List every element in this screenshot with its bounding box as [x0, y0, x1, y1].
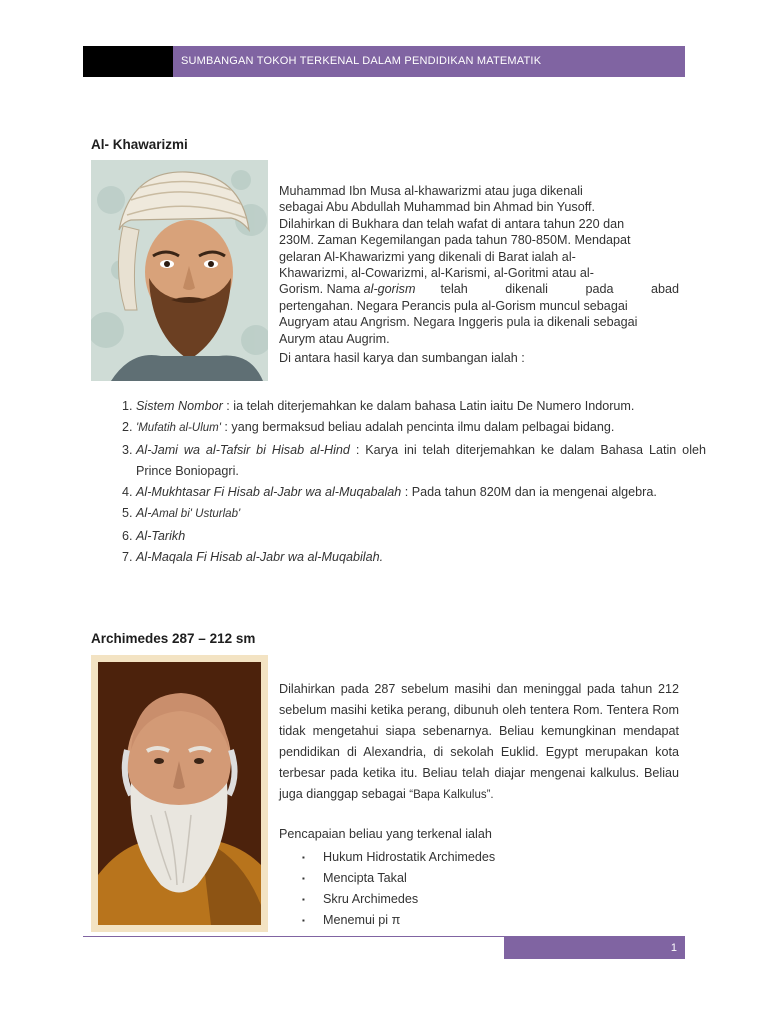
- list-item: [136, 547, 706, 568]
- work-title: Al-Mukhtasar Fi Hisab al-Jabr wa al-Muqabalah: [136, 485, 402, 500]
- list-item: [136, 440, 706, 483]
- archimedes-portrait: [91, 655, 268, 932]
- list-item: [136, 503, 706, 525]
- bio-line: Aurym atau Augrim.: [279, 331, 390, 346]
- list-item: [136, 526, 706, 547]
- page-number: 1: [504, 937, 685, 959]
- work-title: Sistem Nombor: [136, 399, 223, 413]
- list-item: ▪ Skru Archimedes: [302, 889, 495, 910]
- bio-line: [279, 281, 679, 297]
- bio-line: gelaran Al-Khawarizmi yang dikenali di Barat ialah al-: [279, 249, 576, 264]
- header-black-block: [83, 46, 173, 77]
- achievements-list: [302, 847, 495, 931]
- works-intro: Di antara hasil karya dan sumbangan ialah :: [279, 351, 525, 365]
- list-item: ▪ Menemui pi π: [302, 910, 495, 931]
- works-list: [108, 396, 706, 568]
- work-desc: Amal bi' Usturlab': [151, 508, 241, 521]
- bearded-man-painting: [91, 655, 268, 932]
- bio-tail: telah dikenali pada abad: [440, 282, 679, 297]
- work-title: Al-Maqala Fi Hisab al-Jabr wa al-Muqabilah.: [136, 550, 384, 565]
- archimedes-bio: [279, 679, 679, 807]
- bio-line: sebagai Abu Abdullah Muhammad bin Ahmad bin Yusoff.: [279, 200, 596, 215]
- archimedes-heading: Archimedes 287 – 212 sm: [91, 631, 256, 646]
- list-item: ▪ Hukum Hidrostatik Archimedes: [302, 847, 495, 868]
- bapa-kalkulus: “Bapa Kalkulus”.: [409, 789, 494, 802]
- header-title: SUMBANGAN TOKOH TERKENAL DALAM PENDIDIKAN MATEMATIK: [173, 46, 685, 77]
- khawarizmi-bio: [279, 183, 679, 347]
- achievements-intro: Pencapaian beliau yang terkenal ialah: [279, 827, 492, 841]
- list-item: [136, 396, 706, 417]
- work-title: Al-: [136, 506, 152, 521]
- work-title: Al-Tarikh: [136, 528, 186, 543]
- bio-line: Muhammad Ibn Musa al-khawarizmi atau juga dikenali: [279, 184, 583, 198]
- work-title: Al-Jami wa al-Tafsir bi Hisab al-Hind: [136, 442, 350, 457]
- bio-line: pertengahan. Negara Perancis pula al-Gorism muncul sebagai: [279, 298, 628, 313]
- algorism-term: al-gorism: [363, 282, 416, 297]
- list-item: [136, 417, 706, 439]
- work-desc: : Karya ini telah diterjemahkan ke dalam Bahasa Latin oleh Prince Boniopagri.: [136, 442, 706, 478]
- list-item: [136, 482, 706, 503]
- work-desc: : ia telah diterjemahkan ke dalam bahasa Latin iaitu De Numero Indorum.: [222, 399, 635, 413]
- bio-line: 230M. Zaman Kegemilangan pada tahun 780-850M. Mendapat: [279, 233, 631, 248]
- bio-line: Augryam atau Angrism. Negara Inggeris pula ia dikenali sebagai: [279, 315, 638, 330]
- list-item: ▪ Mencipta Takal: [302, 868, 495, 889]
- archimedes-bio-text: Dilahirkan pada 287 sebelum masihi dan meninggal pada tahun 212 sebelum masihi ketika perang, dibunuh oleh tentera Rom. Tentera Rom tidak mengetahui siapa sebenarnya. Beliau kemungkinan mendapat pendidikan di Alexandria, di sekolah Euklid. Egypt merupakan kota terbesar pada ketika itu. Beliau telah diajar mengenai kalkulus. Beliau juga dianggap sebagai: [279, 682, 679, 802]
- khawarizmi-portrait: [91, 160, 268, 381]
- bio-line: Khawarizmi, al-Cowarizmi, al-Karismi, al-Goritmi atau al-: [279, 266, 594, 281]
- work-desc: : yang bermaksud beliau adalah pencinta ilmu dalam pelbagai bidang.: [220, 420, 615, 435]
- bio-line: Dilahirkan di Bukhara dan telah wafat di antara tahun 220 dan: [279, 216, 625, 231]
- work-desc: : Pada tahun 820M dan ia mengenai algebra.: [401, 485, 657, 500]
- turbaned-man-illustration: [91, 160, 268, 381]
- khawarizmi-heading: Al- Khawarizmi: [91, 137, 188, 152]
- work-title: 'Mufatih al-Ulum': [136, 422, 221, 435]
- bio-text: Gorism. Nama: [279, 282, 361, 297]
